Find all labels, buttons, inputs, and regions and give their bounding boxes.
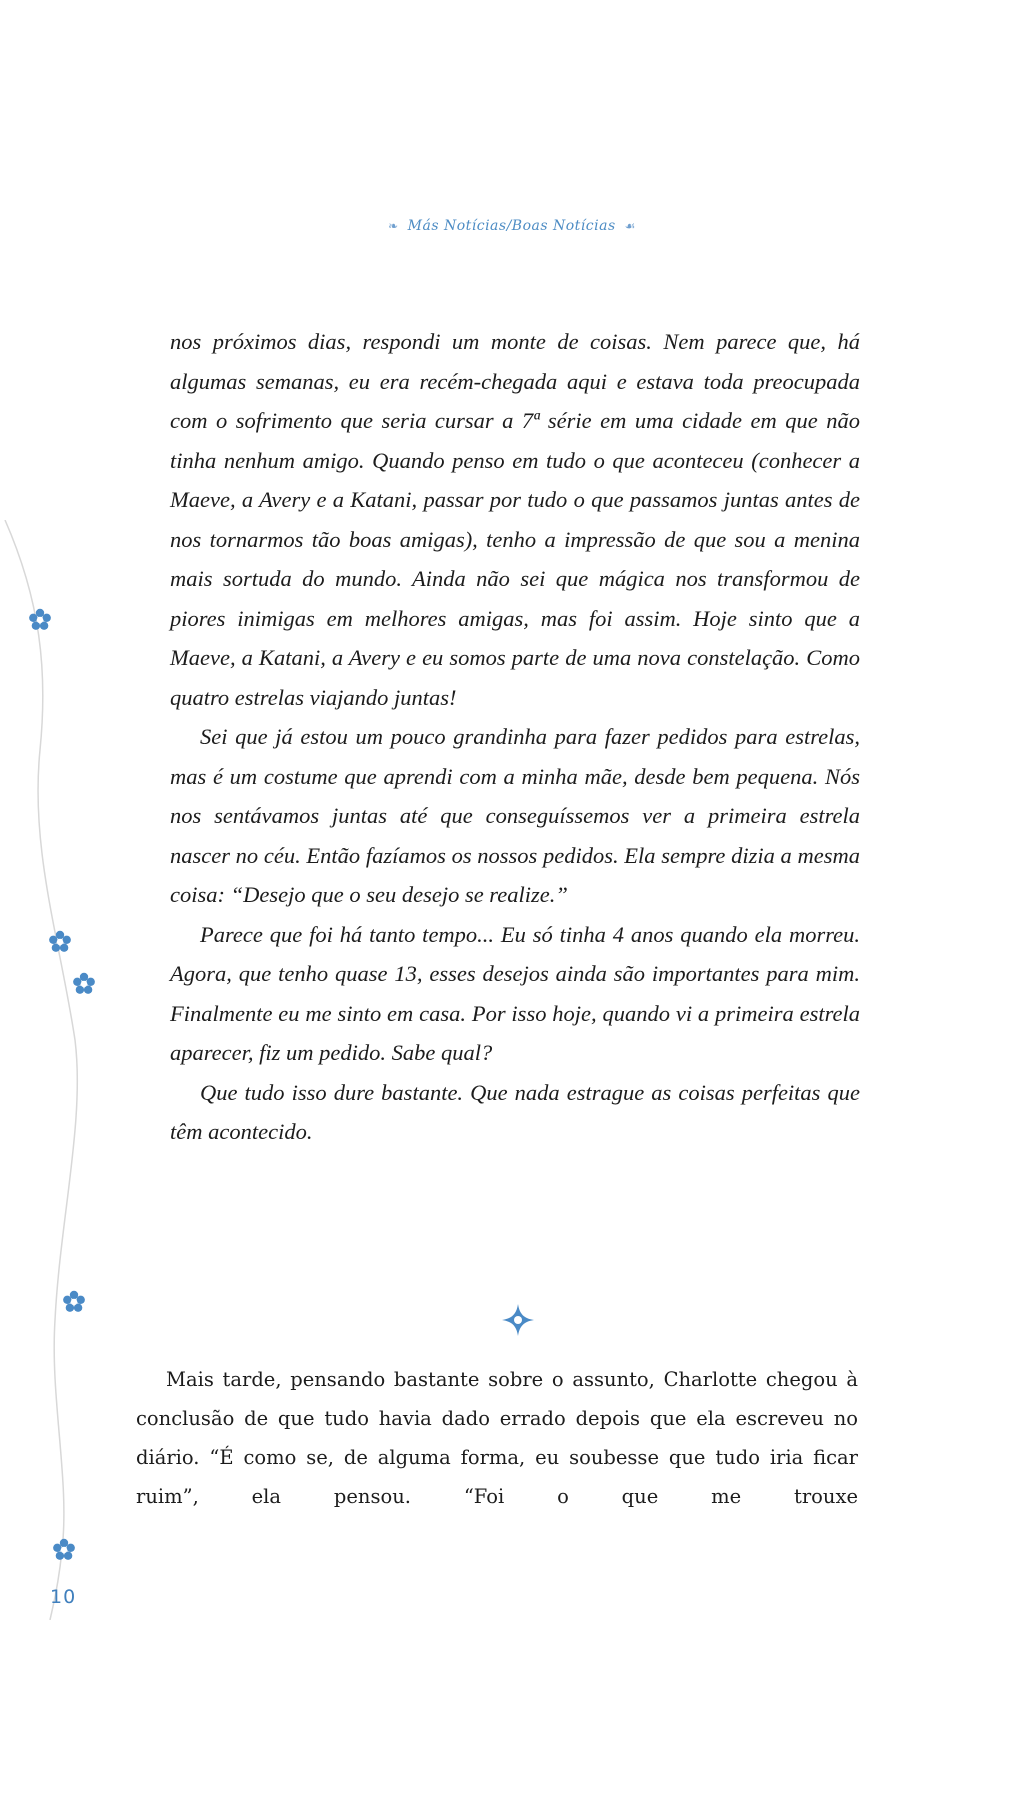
- narrative-text: [136, 1360, 858, 1516]
- diary-paragraph-4: Que tudo isso dure bastante. Que nada estrague as coisas perfeitas que têm acontecido.: [170, 1079, 860, 1144]
- narrative-paragraph: Mais tarde, pensando bastante sobre o assunto, Charlotte chegou à conclusão de que tudo havia dado errado depois que ela escreveu no diário. “É como se, de alguma forma, eu soubesse que tudo iria ficar ruim”, ela pensou. “Foi o que me trouxe: [136, 1368, 858, 1508]
- header-ornament-right-icon: ☙: [624, 219, 636, 233]
- diary-paragraph-2: Sei que já estou um pouco grandinha para fazer pedidos para estrelas, mas é um costume que aprendi com a minha mãe, desde bem pequena. Nós nos sentávamos juntas até que conseguíssemos ver a primeira estrela nascer no céu. Então fazíamos os nossos pedidos. Ela sempre dizia a mesma coisa: “Desejo que o seu desejo se realize.”: [170, 724, 860, 907]
- running-header: [0, 218, 1024, 234]
- diary-paragraph-1: nos próximos dias, respondi um monte de coisas. Nem parece que, há algumas semanas, eu era recém-chegada aqui e estava toda preocupada com o sofrimento que seria cursar a 7ª série em uma cidade em que não tinha nenhum amigo. Quando penso em tudo o que aconteceu (conhecer a Maeve, a Avery e a Katani, passar por tudo o que passamos juntas antes de nos tornarmos tão boas amigas), tenho a impressão de que sou a menina mais sortuda do mundo. Ainda não sei que mágica nos transformou de piores inimigas em melhores amigas, mas foi assim. Hoje sinto que a Maeve, a Katani, a Avery e eu somos parte de uma nova constelação. Como quatro estrelas viajando juntas!: [170, 329, 860, 710]
- flower-icon: [72, 972, 96, 996]
- running-header-title: Más Notícias/Boas Notícias: [407, 218, 616, 234]
- flower-icon: [62, 1290, 86, 1314]
- flower-icon: [52, 1538, 76, 1562]
- four-point-star-icon: [500, 1302, 536, 1338]
- header-ornament-left-icon: ❧: [388, 219, 399, 233]
- flower-icon: [28, 608, 52, 632]
- diary-entry: [170, 322, 860, 1152]
- page-number: 10: [50, 1586, 77, 1608]
- flower-icon: [48, 930, 72, 954]
- diary-paragraph-3: Parece que foi há tanto tempo... Eu só tinha 4 anos quando ela morreu. Agora, que tenho quase 13, esses desejos ainda são importantes para mim. Finalmente eu me sinto em casa. Por isso hoje, quando vi a primeira estrela aparecer, fiz um pedido. Sabe qual?: [170, 921, 860, 1065]
- vine-decoration: [0, 520, 120, 1620]
